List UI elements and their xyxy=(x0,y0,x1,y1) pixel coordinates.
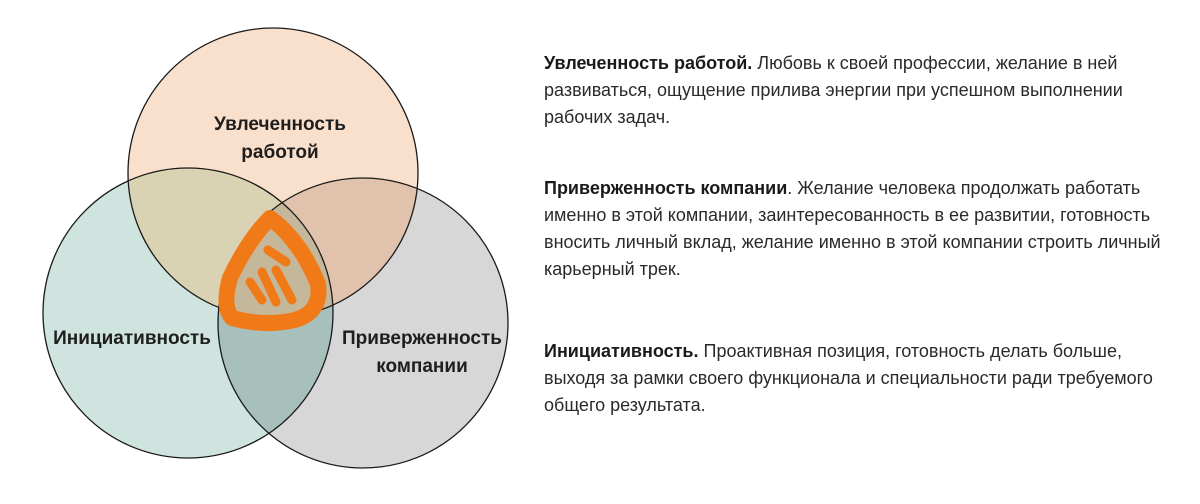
definition-text: . Желание человека продолжать работать именно в этой компании, заинтересованность в ее развитии, готовность вносить личный вклад, желание именно в этой компании строить личный карьерный трек. xyxy=(544,178,1161,279)
label-initiative: Инициативность xyxy=(53,328,211,349)
definition-initiative xyxy=(544,338,1164,419)
definition-term: Инициативность. xyxy=(544,341,699,361)
definition-text: Любовь к своей профессии, желание в ней развиваться, ощущение прилива энергии при успешном выполнении рабочих задач. xyxy=(544,53,1123,127)
definition-engagement xyxy=(544,50,1164,131)
definition-commitment xyxy=(544,175,1164,283)
label-engagement-line1: Увлеченность xyxy=(214,114,346,135)
definition-term: Приверженность компании xyxy=(544,178,788,198)
label-commitment-line1: Приверженность xyxy=(342,328,502,349)
definition-term: Увлеченность работой. xyxy=(544,53,753,73)
label-commitment-line2: компании xyxy=(376,356,468,377)
definition-text: Проактивная позиция, готовность делать больше, выходя за рамки своего функционала и специальности ради требуемого общего результата. xyxy=(544,341,1153,415)
label-engagement-line2: работой xyxy=(241,142,319,163)
venn-diagram xyxy=(0,0,530,504)
